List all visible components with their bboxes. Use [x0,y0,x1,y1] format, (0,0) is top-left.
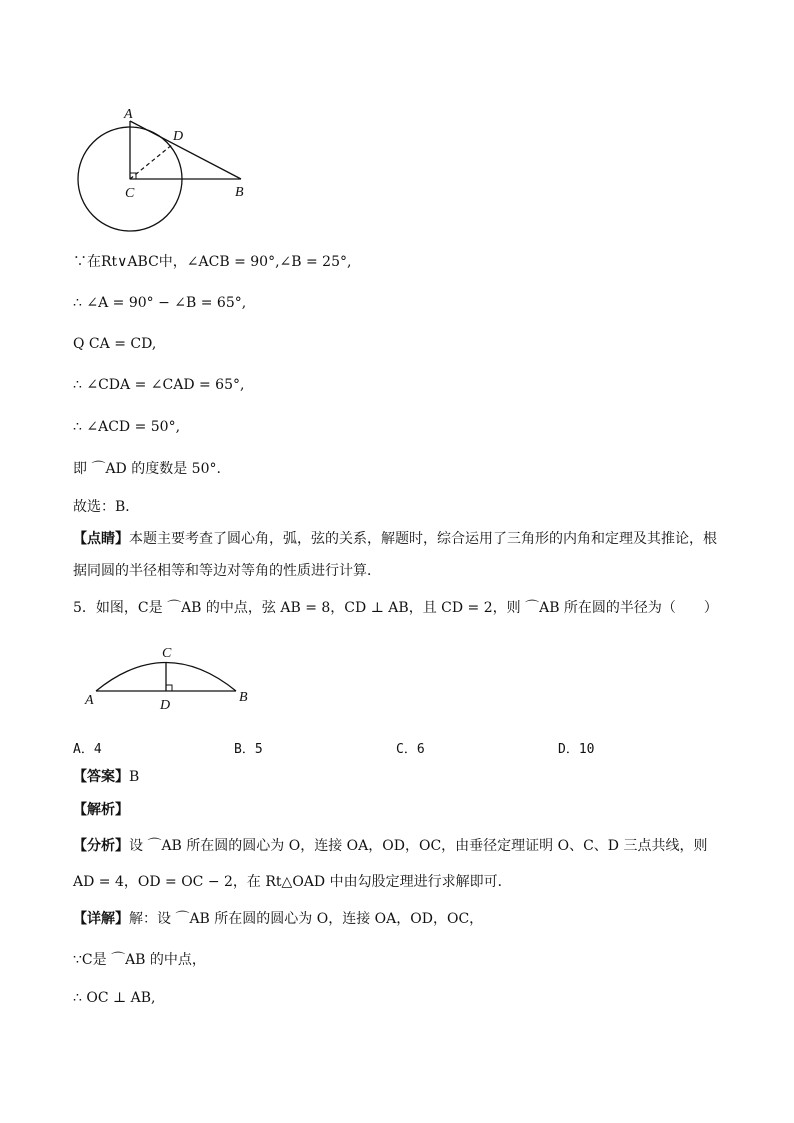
figure-circle-triangle [70,100,270,235]
label-d-2: D [160,698,171,713]
right-angle-mark-2 [166,685,172,691]
fenxi-tag: 【分析】 [73,838,129,854]
label-a: A [124,107,133,122]
label-c: C [125,186,135,201]
label-d: D [173,129,184,144]
option-b: B．5 [234,742,263,757]
answer-line [73,768,139,786]
figure-arc [80,642,260,714]
label-a-2: A [85,693,94,708]
option-d: D．10 [558,742,595,757]
xiangjie-line-3: ∴ OC ⊥ AB, [73,990,156,1006]
comment-line-2: 据同圆的半径相等和等边对等角的性质进行计算． [73,563,381,579]
solution-line-5: ∴ ∠ACD = 50°, [73,419,181,435]
comment-tag: 【点睛】 [73,531,129,547]
solution-line-3: Q CA = CD, [73,336,157,352]
label-c-2: C [162,646,172,661]
fenxi-line-1 [73,837,707,855]
option-a: A．4 [73,742,102,757]
answer-tag: 【答案】 [73,769,129,785]
fenxi-line-2: AD = 4，OD = OC − 2，在 Rt△OAD 中由勾股定理进行求解即可． [73,874,512,890]
choice-line: 故选：B． [73,499,140,515]
xiangjie-line-2: ∵C是 ⌒AB 的中点， [73,952,206,968]
fenxi-text-1: 设 ⌒AB 所在圆的圆心为 O，连接 OA，OD，OC，由垂径定理证明 O、C、D 三点共线，则 [129,838,708,854]
analysis-tag: 【解析】 [73,802,129,818]
comment-text-1: 本题主要考查了圆心角，弧，弦的关系，解题时，综合运用了三角形的内角和定理及其推论，根 [129,531,717,547]
label-b: B [235,185,244,200]
solution-line-2: ∴ ∠A = 90° − ∠B = 65°, [73,295,247,311]
xiangjie-line-1 [73,910,483,928]
xiangjie-text-1: 解：设 ⌒AB 所在圆的圆心为 O，连接 OA，OD，OC， [129,911,484,927]
question5-stem: 5．如图，C是 ⌒AB 的中点，弦 AB = 8，CD ⊥ AB，且 CD = 2，则 ⌒AB 所在圆的半径为（ ） [73,600,718,616]
solution-line-6: 即 ⌒AD 的度数是 50°. [73,461,221,477]
answer-value: B [129,769,140,785]
label-b-2: B [239,690,248,705]
segment-ab [130,121,241,179]
xiangjie-tag: 【详解】 [73,911,129,927]
solution-line-1: ∵在Rt∨ABC中，∠ACB = 90°,∠B = 25°, [73,254,352,270]
comment-line-1 [73,530,717,548]
solution-line-4: ∴ ∠CDA = ∠CAD = 65°, [73,377,245,393]
option-c: C．6 [396,742,425,757]
